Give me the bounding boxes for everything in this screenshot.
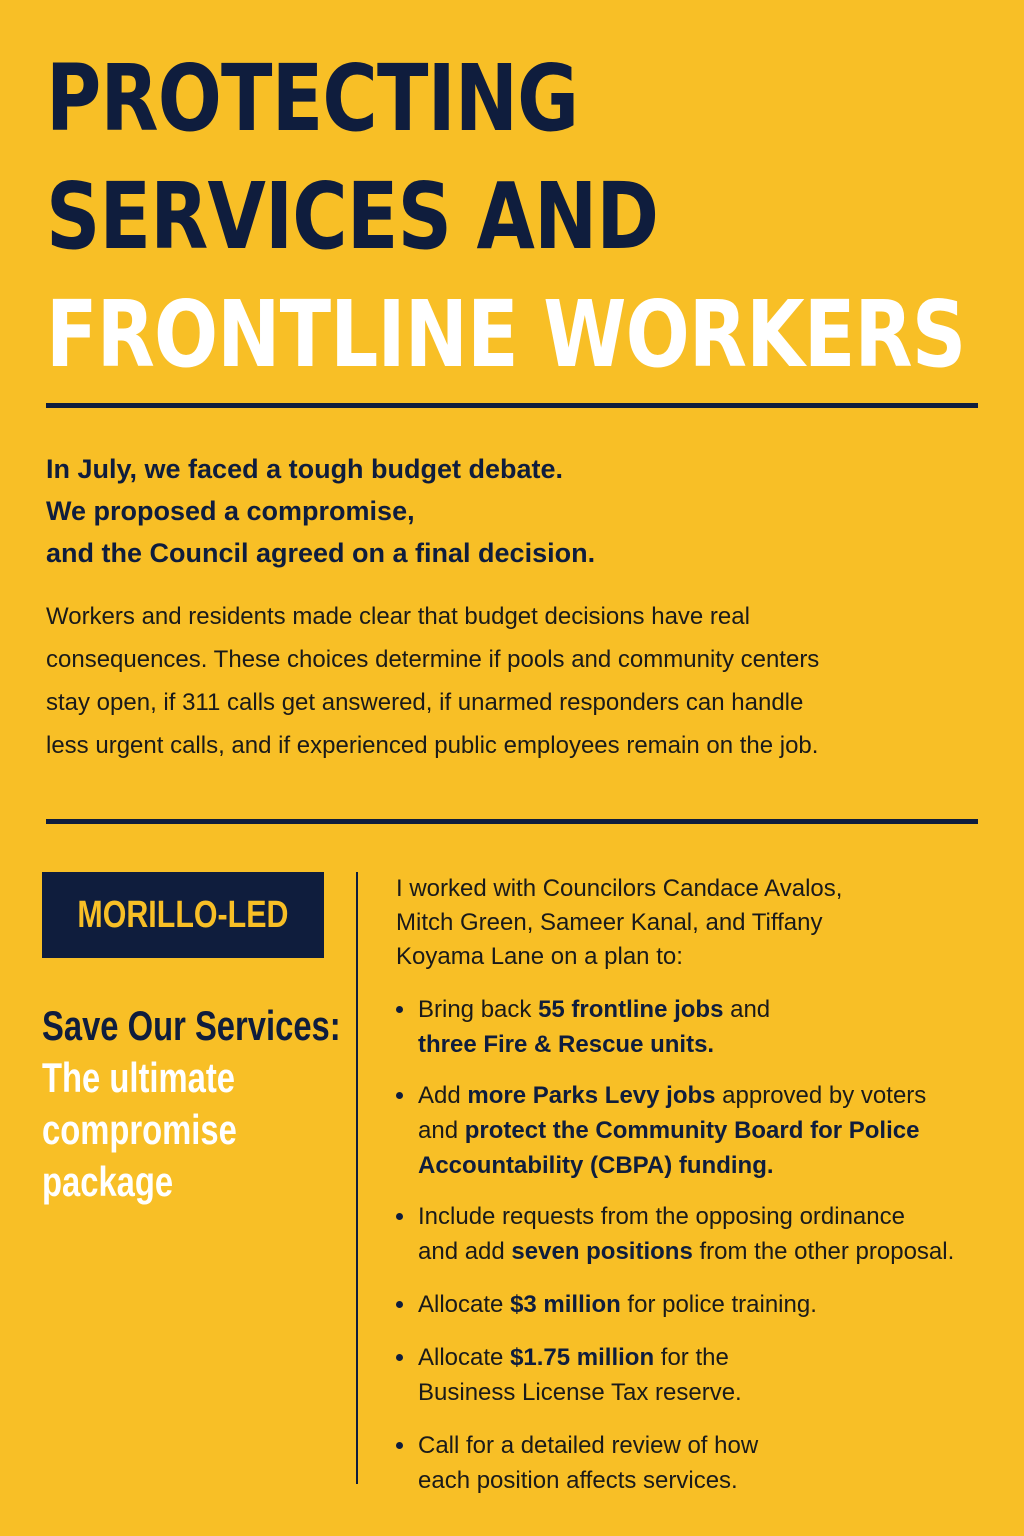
plan-item-line: Accountability (CBPA) funding. [418,1152,774,1179]
plan-item-line: Include requests from the opposing ordinance [418,1203,905,1230]
plan-item-line: Business License Tax reserve. [418,1379,742,1406]
intro-line-3: stay open, if 311 calls get answered, if unarmed responders can handle [46,689,804,716]
lede-paragraph [46,448,595,574]
intro-line-4: less urgent calls, and if experienced public employees remain on the job. [46,732,819,759]
lede-line-3: and the Council agreed on a final decision. [46,538,596,568]
plan-intro [396,872,842,974]
package-subtitle-line-1: The ultimate [42,1054,235,1101]
lede-line-2: We proposed a compromise, [46,496,415,526]
plan-item-business-license-tax [396,1340,996,1410]
badge-label: MORILLO-LED [77,893,289,936]
lede-line-1: In July, we faced a tough budget debate. [46,454,564,484]
plan-item-frontline-jobs [396,992,996,1062]
plan-item-line: three Fire & Rescue units. [418,1031,715,1058]
package-subtitle-line-3: package [42,1158,174,1205]
package-subtitle-line-2: compromise [42,1106,237,1153]
bullet-icon [396,1213,403,1220]
plan-item-position-review [396,1428,996,1498]
headline-line-2: SERVICES AND [46,163,659,270]
intro-paragraph [46,595,966,767]
plan-item-parks-levy [396,1078,996,1183]
intro-line-2: consequences. These choices determine if pools and community centers [46,646,820,673]
plan-item-line: Allocate $1.75 million for the [418,1344,729,1371]
plan-item-line: Bring back 55 frontline jobs and [418,996,771,1023]
plan-item-line: Add more Parks Levy jobs approved by voters [418,1082,927,1109]
intro-line-1: Workers and residents made clear that budget decisions have real [46,603,750,630]
middle-divider-rule [46,819,978,824]
bullet-icon [396,1442,403,1449]
column-divider [356,872,358,1484]
top-divider-rule [46,403,978,408]
plan-item-line: Allocate $3 million for police training. [418,1291,817,1318]
plan-item-line: and add seven positions from the other proposal. [418,1238,955,1265]
headline [46,40,965,394]
plan-intro-line-1: I worked with Councilors Candace Avalos, [396,875,843,902]
plan-item-line: Call for a detailed review of how [418,1432,759,1459]
plan-intro-line-2: Mitch Green, Sameer Kanal, and Tiffany [396,909,823,936]
bullet-icon [396,1006,403,1013]
package-title [42,1000,341,1208]
plan-list [396,992,996,1498]
plan-item-police-training [396,1287,996,1322]
plan-intro-line-3: Koyama Lane on a plan to: [396,943,683,970]
bullet-icon [396,1092,403,1099]
headline-line-3: FRONTLINE WORKERS [46,281,966,388]
plan-item-opposing-ordinance [396,1199,996,1269]
bullet-icon [396,1354,403,1361]
plan-item-line: and protect the Community Board for Police [418,1117,920,1144]
headline-line-1: PROTECTING [46,45,579,152]
bullet-icon [396,1301,403,1308]
plan-item-line: each position affects services. [418,1467,738,1494]
package-title-main: Save Our Services: [42,1002,341,1049]
morillo-led-badge [42,872,324,958]
